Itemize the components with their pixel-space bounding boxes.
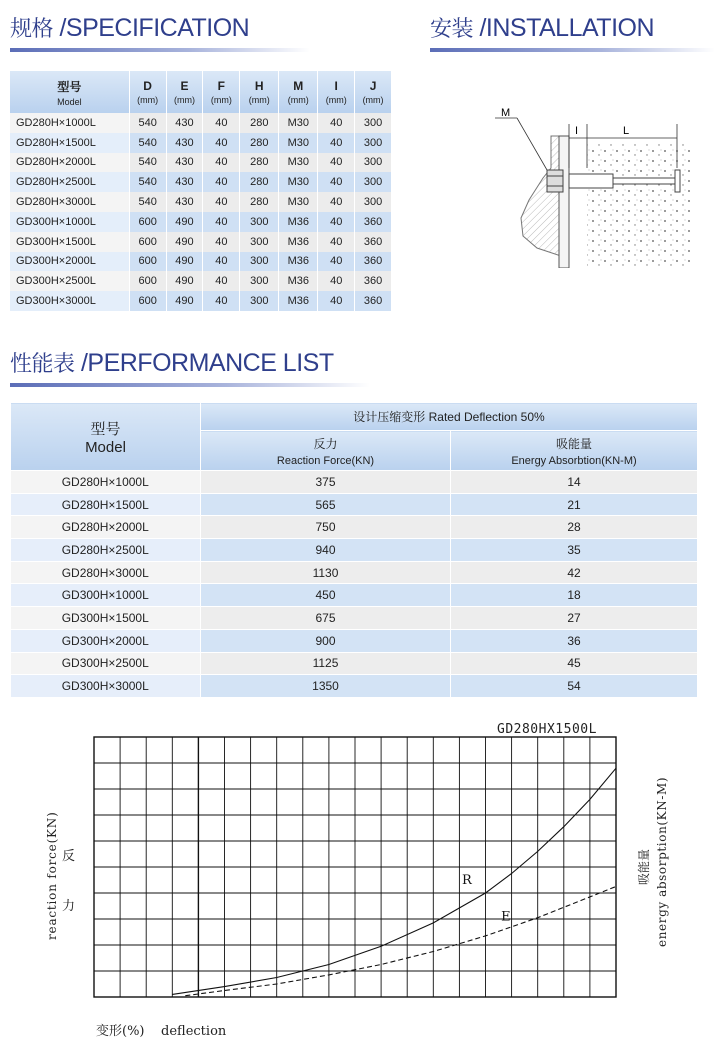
perf-energy-cell: 21 bbox=[451, 493, 698, 516]
spec-value-cell: 280 bbox=[240, 133, 279, 153]
spec-header-top: F bbox=[217, 79, 225, 93]
concrete-area bbox=[587, 144, 692, 268]
perf-force-cell: 375 bbox=[201, 471, 451, 494]
perf-force-cell: 1130 bbox=[201, 561, 451, 584]
perf-table-row bbox=[11, 652, 698, 675]
spec-model-cell: GD280H×1000L bbox=[10, 113, 129, 133]
perf-table bbox=[10, 402, 698, 698]
anchor-nut bbox=[547, 170, 563, 192]
performance-chart bbox=[0, 715, 720, 1044]
x-axis-label: 变形(%) deflection bbox=[96, 1024, 227, 1039]
spec-header-unit: (mm) bbox=[287, 95, 309, 105]
spec-model-cell: GD300H×3000L bbox=[10, 291, 129, 311]
spec-value-cell: 300 bbox=[355, 192, 392, 212]
spec-model-cell: GD280H×1500L bbox=[10, 133, 129, 153]
perf-energy-cell: 36 bbox=[451, 629, 698, 652]
perf-energy-cell: 42 bbox=[451, 561, 698, 584]
series-line-R bbox=[172, 768, 616, 994]
spec-value-cell: M30 bbox=[279, 192, 318, 212]
perf-model-cell: GD300H×2500L bbox=[11, 652, 201, 675]
chart-grid bbox=[94, 737, 616, 997]
spec-value-cell: 300 bbox=[240, 232, 279, 252]
spec-value-cell: 40 bbox=[318, 133, 355, 153]
spec-value-cell: 40 bbox=[203, 252, 240, 272]
perf-col2-cn: 吸能量 bbox=[555, 436, 592, 451]
spec-value-cell: 40 bbox=[318, 271, 355, 291]
spec-model-cell: GD300H×2500L bbox=[10, 271, 129, 291]
spec-value-cell: M30 bbox=[279, 113, 318, 133]
y-axis-left-cn-2: 力 bbox=[62, 899, 76, 914]
fender-plate bbox=[559, 136, 569, 268]
y-axis-left-label: reaction force(KN) bbox=[45, 811, 59, 940]
spec-value-cell: 490 bbox=[166, 271, 203, 291]
install-section-title bbox=[430, 12, 715, 46]
spec-table-row bbox=[10, 133, 392, 153]
perf-col2-en: Energy Absorbtion(KN-M) bbox=[511, 454, 637, 467]
perf-title-cn: 性能表 bbox=[10, 352, 75, 377]
perf-col1-en: Reaction Force(KN) bbox=[276, 454, 375, 467]
perf-energy-cell: 14 bbox=[451, 471, 698, 494]
spec-title-rule bbox=[10, 48, 310, 52]
label-m: M bbox=[501, 108, 511, 119]
perf-table-row bbox=[11, 471, 698, 494]
perf-table-row bbox=[11, 539, 698, 562]
spec-model-cell: GD280H×2000L bbox=[10, 153, 129, 173]
spec-value-cell: M36 bbox=[279, 232, 318, 252]
spec-value-cell: 490 bbox=[166, 232, 203, 252]
perf-model-cell: GD300H×2000L bbox=[11, 629, 201, 652]
spec-value-cell: 360 bbox=[355, 232, 392, 252]
spec-value-cell: 540 bbox=[129, 133, 166, 153]
spec-header-cell bbox=[10, 71, 129, 113]
spec-value-cell: 540 bbox=[129, 192, 166, 212]
spec-value-cell: M36 bbox=[279, 271, 318, 291]
spec-value-cell: 430 bbox=[166, 172, 203, 192]
spec-value-cell: M30 bbox=[279, 153, 318, 173]
spec-header-top: I bbox=[334, 79, 338, 93]
perf-energy-cell: 27 bbox=[451, 607, 698, 630]
spec-value-cell: 430 bbox=[166, 153, 203, 173]
spec-value-cell: 300 bbox=[240, 271, 279, 291]
spec-value-cell: 360 bbox=[355, 291, 392, 311]
spec-value-cell: 600 bbox=[129, 291, 166, 311]
spec-value-cell: 40 bbox=[318, 232, 355, 252]
spec-value-cell: 490 bbox=[166, 252, 203, 272]
perf-col2-header bbox=[451, 431, 698, 471]
spec-header-unit: Model bbox=[57, 96, 82, 107]
spec-value-cell: 40 bbox=[203, 172, 240, 192]
spec-value-cell: 40 bbox=[318, 291, 355, 311]
spec-table-row bbox=[10, 271, 392, 291]
perf-model-en: Model bbox=[85, 438, 126, 456]
install-title-rule bbox=[430, 48, 715, 52]
perf-model-cell: GD280H×1500L bbox=[11, 493, 201, 516]
spec-value-cell: 600 bbox=[129, 271, 166, 291]
spec-value-cell: 430 bbox=[166, 113, 203, 133]
perf-title-rule bbox=[10, 383, 370, 387]
spec-value-cell: 300 bbox=[355, 133, 392, 153]
spec-header-top: 型号 bbox=[57, 79, 82, 94]
perf-model-cell: GD300H×3000L bbox=[11, 675, 201, 698]
spec-value-cell: 540 bbox=[129, 172, 166, 192]
perf-force-cell: 940 bbox=[201, 539, 451, 562]
spec-value-cell: 430 bbox=[166, 192, 203, 212]
spec-value-cell: M30 bbox=[279, 133, 318, 153]
perf-energy-cell: 54 bbox=[451, 675, 698, 698]
spec-header-top: M bbox=[293, 79, 304, 93]
install-title-cn: 安装 bbox=[430, 17, 474, 42]
spec-value-cell: 490 bbox=[166, 212, 203, 232]
spec-value-cell: 600 bbox=[129, 212, 166, 232]
perf-force-cell: 750 bbox=[201, 516, 451, 539]
spec-value-cell: 40 bbox=[318, 192, 355, 212]
y-axis-right-cn: 吸能量 bbox=[637, 848, 651, 885]
spec-value-cell: 280 bbox=[240, 172, 279, 192]
spec-table-row bbox=[10, 232, 392, 252]
perf-force-cell: 1350 bbox=[201, 675, 451, 698]
spec-value-cell: 540 bbox=[129, 113, 166, 133]
y-axis-left-cn-1: 反 bbox=[62, 849, 76, 864]
perf-table-row bbox=[11, 629, 698, 652]
spec-header-top: H bbox=[254, 79, 264, 93]
spec-value-cell: 360 bbox=[355, 212, 392, 232]
perf-group-header: 设计压缩变形 Rated Deflection 50% bbox=[201, 403, 698, 431]
perf-model-cell: GD280H×1000L bbox=[11, 471, 201, 494]
perf-model-header bbox=[11, 403, 201, 471]
perf-col1-header bbox=[201, 431, 451, 471]
perf-col1-cn: 反力 bbox=[313, 436, 338, 451]
perf-force-cell: 565 bbox=[201, 493, 451, 516]
spec-header-cell bbox=[240, 71, 279, 113]
install-title-en: /INSTALLATION bbox=[473, 14, 655, 42]
spec-value-cell: 280 bbox=[240, 113, 279, 133]
spec-header-cell bbox=[355, 71, 392, 113]
spec-header-cell bbox=[203, 71, 240, 113]
perf-model-cell: GD280H×2000L bbox=[11, 516, 201, 539]
spec-value-cell: 40 bbox=[318, 212, 355, 232]
perf-energy-cell: 35 bbox=[451, 539, 698, 562]
perf-table-row bbox=[11, 561, 698, 584]
perf-energy-cell: 18 bbox=[451, 584, 698, 607]
installation-diagram bbox=[495, 108, 695, 268]
spec-header-unit: (mm) bbox=[210, 95, 232, 105]
perf-model-cell: GD300H×1500L bbox=[11, 607, 201, 630]
spec-table-body bbox=[10, 113, 392, 311]
spec-value-cell: 360 bbox=[355, 252, 392, 272]
spec-table-row bbox=[10, 192, 392, 212]
spec-model-cell: GD300H×1000L bbox=[10, 212, 129, 232]
spec-table-row bbox=[10, 212, 392, 232]
perf-table-row bbox=[11, 675, 698, 698]
anchor-bolt bbox=[569, 174, 613, 188]
perf-model-cn: 型号 bbox=[90, 420, 121, 438]
spec-model-cell: GD280H×2500L bbox=[10, 172, 129, 192]
perf-force-cell: 900 bbox=[201, 629, 451, 652]
spec-value-cell: 300 bbox=[240, 252, 279, 272]
spec-value-cell: 600 bbox=[129, 252, 166, 272]
spec-header-unit: (mm) bbox=[362, 95, 384, 105]
spec-header-unit: (mm) bbox=[137, 95, 159, 105]
spec-title-en: /SPECIFICATION bbox=[53, 14, 250, 42]
chart-title: GD280HX1500L bbox=[497, 722, 597, 737]
spec-header-top: J bbox=[369, 79, 377, 93]
perf-table-row bbox=[11, 493, 698, 516]
spec-table bbox=[10, 71, 392, 311]
perf-table-body bbox=[11, 471, 698, 698]
spec-model-cell: GD280H×3000L bbox=[10, 192, 129, 212]
spec-value-cell: 490 bbox=[166, 291, 203, 311]
perf-table-row bbox=[11, 584, 698, 607]
perf-table-row bbox=[11, 516, 698, 539]
spec-value-cell: M36 bbox=[279, 212, 318, 232]
spec-table-row bbox=[10, 252, 392, 272]
perf-table-row bbox=[11, 607, 698, 630]
spec-header-top: D bbox=[143, 79, 152, 93]
spec-value-cell: 40 bbox=[318, 172, 355, 192]
spec-value-cell: 40 bbox=[203, 232, 240, 252]
spec-value-cell: 280 bbox=[240, 192, 279, 212]
spec-value-cell: 300 bbox=[355, 113, 392, 133]
spec-value-cell: 40 bbox=[318, 153, 355, 173]
spec-value-cell: M36 bbox=[279, 252, 318, 272]
spec-header-cell bbox=[318, 71, 355, 113]
y-axis-right-label: energy absorption(KN-M) bbox=[655, 776, 669, 947]
spec-header-cell bbox=[279, 71, 318, 113]
series-line-E bbox=[185, 887, 616, 996]
series-annotation: E bbox=[501, 909, 511, 925]
spec-table-row bbox=[10, 153, 392, 173]
spec-title-cn: 规格 bbox=[10, 17, 54, 42]
spec-table-row bbox=[10, 113, 392, 133]
spec-model-cell: GD300H×2000L bbox=[10, 252, 129, 272]
spec-value-cell: 40 bbox=[318, 113, 355, 133]
spec-value-cell: M36 bbox=[279, 291, 318, 311]
spec-model-cell: GD300H×1500L bbox=[10, 232, 129, 252]
label-l: L bbox=[623, 125, 630, 137]
spec-value-cell: 40 bbox=[318, 252, 355, 272]
perf-model-cell: GD300H×1000L bbox=[11, 584, 201, 607]
spec-value-cell: 600 bbox=[129, 232, 166, 252]
spec-value-cell: 40 bbox=[203, 271, 240, 291]
spec-header-cell bbox=[129, 71, 166, 113]
spec-value-cell: 40 bbox=[203, 291, 240, 311]
series-annotation: R bbox=[462, 872, 472, 888]
spec-header-top: E bbox=[180, 79, 189, 93]
spec-value-cell: 280 bbox=[240, 153, 279, 173]
spec-value-cell: 300 bbox=[240, 291, 279, 311]
perf-model-cell: GD280H×2500L bbox=[11, 539, 201, 562]
spec-value-cell: 40 bbox=[203, 113, 240, 133]
spec-header-unit: (mm) bbox=[173, 95, 195, 105]
spec-value-cell: 40 bbox=[203, 153, 240, 173]
spec-value-cell: M30 bbox=[279, 172, 318, 192]
spec-value-cell: 300 bbox=[240, 212, 279, 232]
spec-value-cell: 40 bbox=[203, 133, 240, 153]
perf-force-cell: 450 bbox=[201, 584, 451, 607]
spec-value-cell: 360 bbox=[355, 271, 392, 291]
perf-section-title bbox=[10, 347, 370, 381]
spec-header-unit: (mm) bbox=[325, 95, 347, 105]
spec-value-cell: 40 bbox=[203, 192, 240, 212]
spec-table-row bbox=[10, 291, 392, 311]
spec-value-cell: 40 bbox=[203, 212, 240, 232]
perf-model-cell: GD280H×3000L bbox=[11, 561, 201, 584]
spec-header-row bbox=[10, 71, 392, 113]
perf-force-cell: 1125 bbox=[201, 652, 451, 675]
label-i: I bbox=[575, 125, 579, 137]
perf-force-cell: 675 bbox=[201, 607, 451, 630]
spec-section-title bbox=[10, 12, 310, 46]
chart-series bbox=[172, 768, 616, 996]
spec-value-cell: 300 bbox=[355, 153, 392, 173]
perf-energy-cell: 45 bbox=[451, 652, 698, 675]
spec-value-cell: 540 bbox=[129, 153, 166, 173]
spec-header-cell bbox=[166, 71, 203, 113]
spec-value-cell: 300 bbox=[355, 172, 392, 192]
perf-title-en: /PERFORMANCE LIST bbox=[74, 349, 334, 377]
spec-table-row bbox=[10, 172, 392, 192]
spec-value-cell: 430 bbox=[166, 133, 203, 153]
spec-header-unit: (mm) bbox=[248, 95, 270, 105]
perf-energy-cell: 28 bbox=[451, 516, 698, 539]
